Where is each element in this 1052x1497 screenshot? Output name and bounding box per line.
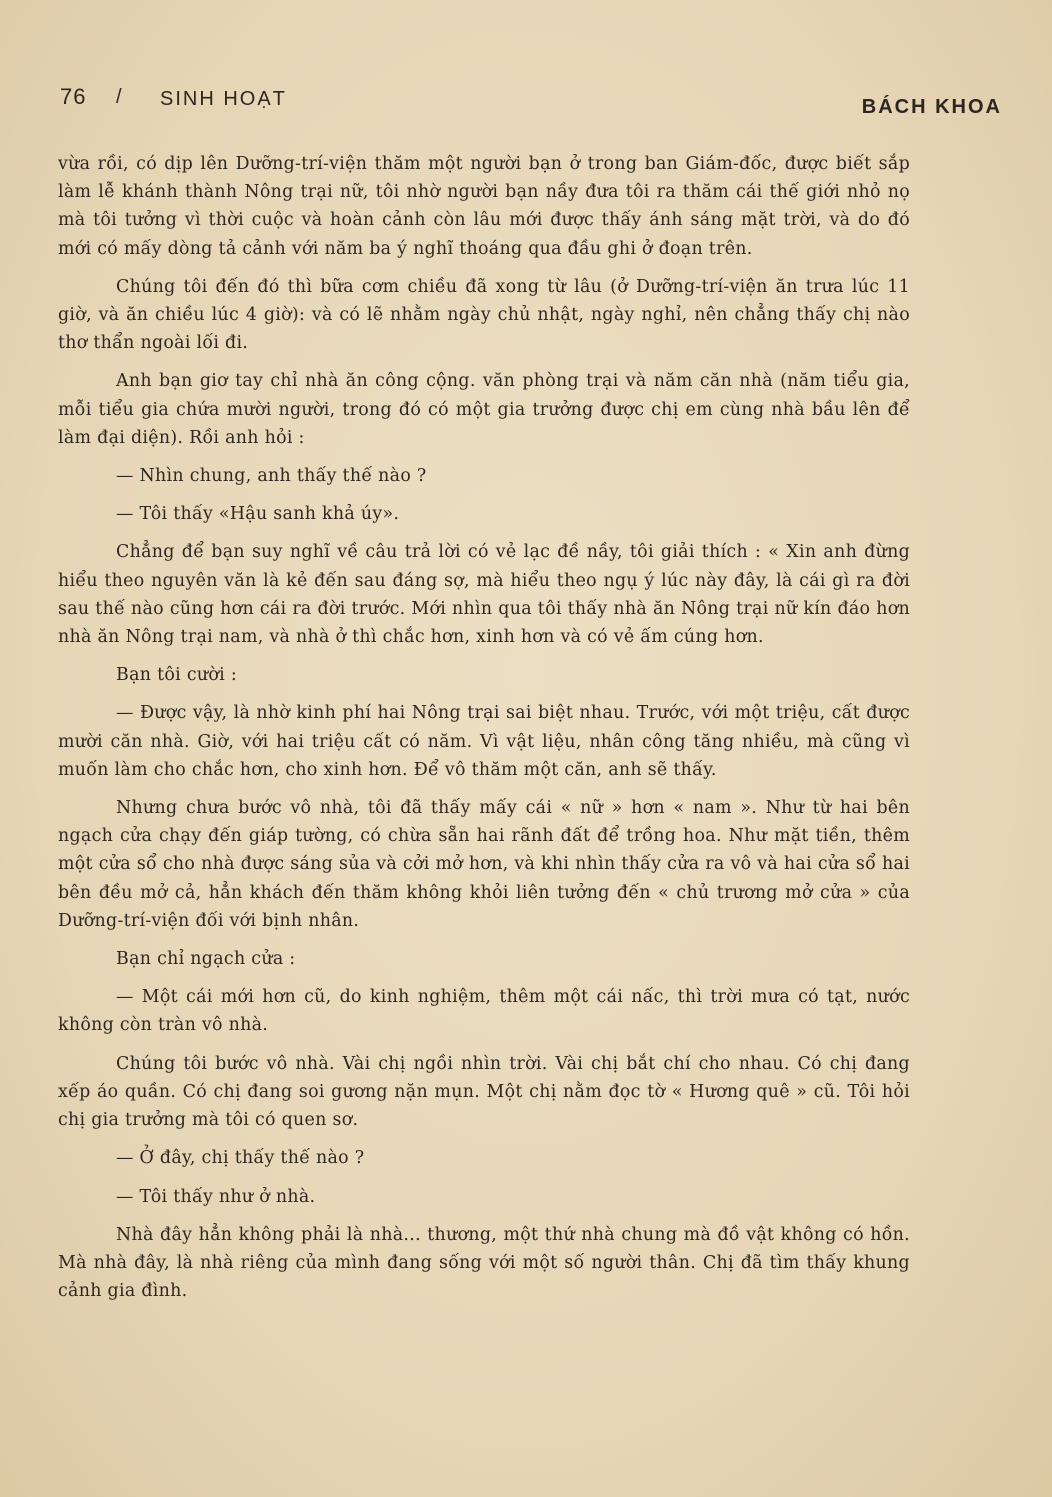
dialogue-line: — Một cái mới hơn cũ, do kinh nghiệm, thêm một cái nấc, thì trời mưa có tạt, nước không còn tràn vô nhà. bbox=[58, 987, 910, 1036]
paragraph: Chúng tôi bước vô nhà. Vài chị ngồi nhìn trời. Vài chị bắt chí cho nhau. Có chị đang xếp áo quần. Có chị đang soi gương nặn mụn. Một chị nằm đọc tờ « Hương quê » cũ. Tôi hỏi chị gia trưởng mà tôi có quen sơ. bbox=[58, 1053, 910, 1131]
dialogue-line: — Tôi thấy «Hậu sanh khả úy». bbox=[116, 504, 400, 525]
dialogue-line: — Ở đây, chị thấy thế nào ? bbox=[116, 1148, 365, 1169]
section-title: SINH HOẠT bbox=[160, 88, 287, 110]
page-number: 76 bbox=[60, 84, 87, 109]
paragraph: Nhà đây hẳn không phải là nhà... thương, một thứ nhà chung mà đồ vật không có hồn. Mà nhà đây, là nhà riêng của mình đang sống với một số người thân. Chị đã tìm thấy khung cảnh gia đình. bbox=[58, 1224, 910, 1302]
paragraph: Nhưng chưa bước vô nhà, tôi đã thấy mấy cái « nữ » hơn « nam ». Như từ hai bên ngạch cửa chạy đến giáp tường, có chừa sẵn hai rãnh đất để trồng hoa. Như mặt tiền, thêm một cửa sổ cho nhà được sáng sủa và cởi mở hơn, và khi nhìn thấy cửa ra vô và hai cửa sổ hai bên đều mở cả, hẳn khách đến thăm không khỏi liên tưởng đến « chủ trương mở cửa » của Dưỡng-trí-viện đối với bịnh nhân. bbox=[58, 798, 910, 931]
dialogue-line: — Được vậy, là nhờ kinh phí hai Nông trại sai biệt nhau. Trước, với một triệu, cất được mười căn nhà. Giờ, với hai triệu cất có năm. Vì vật liệu, nhân công tăng nhiều, mà cũng vì muốn làm cho chắc hơn, cho xinh hơn. Để vô thăm một căn, anh sẽ thấy. bbox=[58, 703, 910, 780]
dialogue-line: — Tôi thấy như ở nhà. bbox=[116, 1186, 316, 1207]
magazine-title: BÁCH KHOA bbox=[861, 96, 1002, 118]
paragraph: Bạn tôi cười : bbox=[116, 665, 237, 686]
paragraph: Chúng tôi đến đó thì bữa cơm chiều đã xong từ lâu (ở Dưỡng-trí-viện ăn trưa lúc 11 giờ, và ăn chiều lúc 4 giờ): và có lẽ nhằm ngày chủ nhật, ngày nghỉ, nên chẳng thấy chị nào thơ thẩn ngoài lối đi. bbox=[58, 276, 910, 354]
article-body bbox=[58, 150, 910, 1315]
paragraph: Anh bạn giơ tay chỉ nhà ăn công cộng. văn phòng trại và năm căn nhà (năm tiểu gia, mỗi tiểu gia chứa mười người, trong đó có một gia trưởng được chị em cùng nhà bầu lên để làm đại diện). Rồi anh hỏi : bbox=[58, 371, 910, 448]
dialogue-line: — Nhìn chung, anh thấy thế nào ? bbox=[116, 466, 427, 487]
header-separator: / bbox=[116, 86, 122, 108]
paragraph: Chẳng để bạn suy nghĩ về câu trả lời có vẻ lạc đề nầy, tôi giải thích : « Xin anh đừng hiểu theo nguyên văn là kẻ đến sau đáng sợ, mà hiểu theo ngụ ý lúc này đây, là cái gì ra đời sau thế nào cũng hơn cái ra đời trước. Mới nhìn qua tôi thấy nhà ăn Nông trại nữ kín đáo hơn nhà ăn Nông trại nam, và nhà ở thì chắc hơn, xinh hơn và có vẻ ấm cúng hơn. bbox=[58, 542, 910, 648]
paragraph: Bạn chỉ ngạch cửa : bbox=[116, 949, 296, 970]
paragraph: vừa rồi, có dịp lên Dưỡng-trí-viện thăm một người bạn ở trong ban Giám-đốc, được biết sắp làm lễ khánh thành Nông trại nữ, tôi nhờ người bạn nầy đưa tôi ra thăm cái thế giới nhỏ nọ mà tôi tưởng vì thời cuộc và hoàn cảnh còn lâu mới được thấy ánh sáng mặt trời, và do đó mới có mấy dòng tả cảnh với năm ba ý nghĩ thoáng qua đầu ghi ở đoạn trên. bbox=[58, 154, 910, 259]
page-header bbox=[60, 84, 1002, 120]
